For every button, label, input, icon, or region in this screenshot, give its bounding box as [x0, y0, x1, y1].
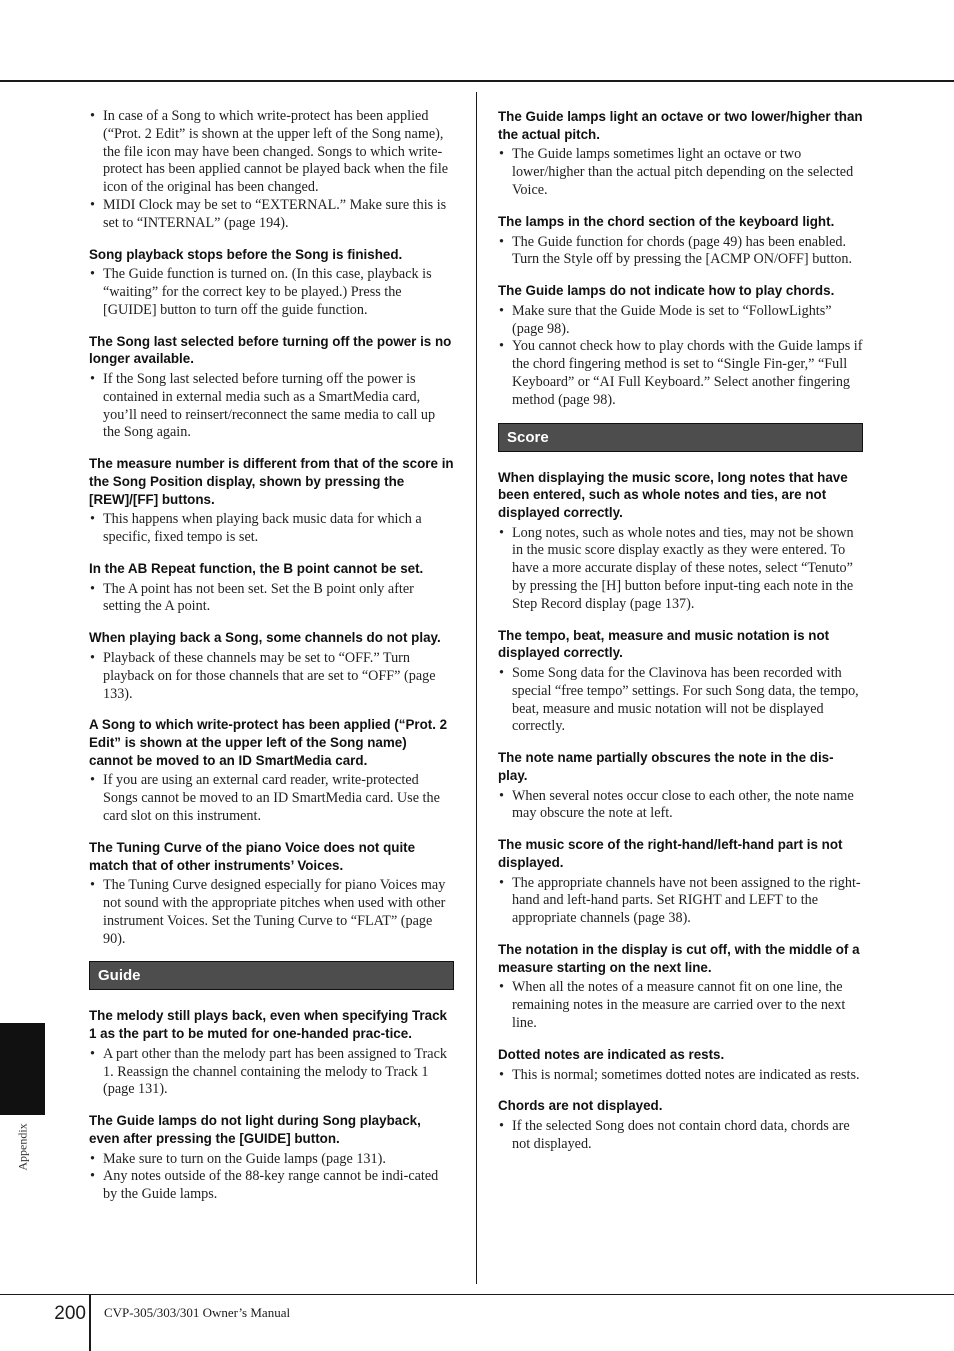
left-blocks: [89, 108, 454, 961]
block-spacer: [89, 948, 454, 961]
bullet-list: [89, 266, 454, 319]
block-heading: In the AB Repeat function, the B point cannot be set.: [89, 560, 424, 576]
qa-block: [498, 749, 863, 836]
bullet-list: [89, 581, 454, 617]
page-number: 200: [54, 1303, 86, 1324]
block-heading: The Tuning Curve of the piano Voice does not quite match that of other instruments’ Voices.: [89, 839, 416, 873]
block-spacer: [498, 269, 863, 282]
bullet-list: [498, 665, 863, 736]
bullet-item: • In case of a Song to which write-protect has been applied (“Prot. 2 Edit” is shown at the upper left of the Song name), the file icon may have been changed. Songs to which write-protect has been applied cannot be played back when the file icon of the original has been changed.: [89, 108, 454, 197]
qa-block: [89, 333, 454, 456]
block-heading: The measure number is different from that of the score in the Song Position display, shown by pressing the [REW]/[FF] buttons.: [89, 456, 454, 507]
block-spacer: [498, 928, 863, 941]
section-bar-guide: Guide: [89, 961, 454, 990]
bullet-item: • The A point has not been set. Set the B point only after setting the A point.: [89, 581, 454, 617]
qa-block: [498, 469, 863, 627]
qa-block: [498, 108, 863, 213]
bullet-list: [89, 772, 454, 825]
qa-block: [89, 1007, 454, 1112]
bullet-list: [498, 1118, 863, 1154]
qa-block: [498, 282, 863, 422]
bullet-list: [498, 875, 863, 928]
score-blocks: [498, 469, 863, 1167]
block-spacer: [498, 823, 863, 836]
block-heading: The melody still plays back, even when specifying Track 1 as the part to be muted for one-handed prac-tice.: [89, 1008, 447, 1042]
qa-block: [89, 108, 454, 246]
bullet-item: • MIDI Clock may be set to “EXTERNAL.” Make sure this is set to “INTERNAL” (page 194).: [89, 197, 454, 233]
bullet-item: • A part other than the melody part has been assigned to Track 1. Reassign the channel containing the melody to Track 1 (page 131).: [89, 1046, 454, 1099]
right-column: [498, 108, 863, 1167]
bullet-item: • Make sure to turn on the Guide lamps (page 131).: [89, 1151, 454, 1169]
qa-block: [89, 246, 454, 333]
bullet-item: • The Tuning Curve designed especially for piano Voices may not sound with the appropriate pitches when used with other instrument Voices. Set the Tuning Curve to “FLAT” (page 90).: [89, 877, 454, 948]
block-spacer: [89, 616, 454, 629]
bullet-item: • You cannot check how to play chords with the Guide lamps if the chord fingering method is set to “Single Fin-ger,” “Full Keyboard” or “AI Full Keyboard.” Select another fingering method (page 98).: [498, 338, 863, 409]
block-spacer: [89, 1204, 454, 1217]
bullet-item: • Make sure that the Guide Mode is set to “FollowLights” (page 98).: [498, 303, 863, 339]
bullet-list: [498, 146, 863, 199]
block-heading: Dotted notes are indicated as rests.: [498, 1046, 725, 1062]
bullet-item: • If you are using an external card reader, write-protected Songs cannot be moved to an ID SmartMedia card. Use the card slot on this instrument.: [89, 772, 454, 825]
block-spacer: [498, 614, 863, 627]
qa-block: [498, 836, 863, 941]
block-spacer: [498, 200, 863, 213]
block-spacer: [89, 233, 454, 246]
block-spacer: [89, 442, 454, 455]
block-heading: The lamps in the chord section of the keyboard light.: [498, 213, 835, 229]
bullet-list: [498, 234, 863, 270]
block-heading: The music score of the right-hand/left-hand part is not displayed.: [498, 837, 843, 870]
block-spacer: [498, 736, 863, 749]
bullet-item: • The appropriate channels have not been assigned to the right-hand and left-hand parts. Set RIGHT and LEFT to the appropriate channels (page 38).: [498, 875, 863, 928]
top-rule: [0, 80, 954, 82]
block-spacer: [498, 1154, 863, 1167]
block-heading: The Guide lamps do not light during Song playback, even after pressing the [GUIDE] button.: [89, 1113, 421, 1146]
qa-block: [498, 1046, 863, 1098]
bullet-item: • Long notes, such as whole notes and ties, may not be shown in the music score display exactly as they were entered. To have a more accurate display of these notes, select “Tenuto” by pressing the [H] button before input-ting each note in the Step Record display (page 137).: [498, 525, 863, 614]
block-heading: When displaying the music score, long notes that have been entered, such as whole notes and ties, are not displayed correctly.: [498, 469, 848, 520]
bullet-item: • Playback of these channels may be set to “OFF.” Turn playback on for those channels that are set to “OFF” (page 133).: [89, 650, 454, 703]
manual-title: CVP-305/303/301 Owner’s Manual: [104, 1305, 291, 1320]
block-heading: A Song to which write-protect has been applied (“Prot. 2 Edit” is shown at the upper left of the Song name) cannot be moved to an ID SmartMedia card.: [89, 717, 448, 768]
side-tab-marker: [0, 1023, 45, 1115]
bullet-list: [498, 525, 863, 614]
bullet-list: [498, 979, 863, 1032]
bullet-item: • If the selected Song does not contain chord data, chords are not displayed.: [498, 1118, 863, 1154]
block-heading: The tempo, beat, measure and music notation is not displayed correctly.: [498, 627, 830, 661]
qa-block: [89, 1112, 454, 1217]
block-heading: Chords are not displayed.: [498, 1098, 663, 1114]
block-heading: The note name partially obscures the note in the dis-play.: [498, 750, 834, 783]
bullet-list: [498, 1067, 863, 1085]
block-heading: The Guide lamps light an octave or two lower/higher than the actual pitch.: [498, 109, 863, 142]
qa-block: [498, 213, 863, 282]
bullet-list: [89, 1151, 454, 1204]
qa-block: [89, 839, 454, 962]
right-blocks: [498, 108, 863, 423]
footer-divider: [89, 1295, 91, 1351]
bullet-list: [89, 371, 454, 442]
block-spacer: [498, 410, 863, 423]
bottom-rule: [0, 1294, 954, 1295]
block-spacer: [89, 547, 454, 560]
bullet-list: [498, 303, 863, 410]
qa-block: [89, 716, 454, 839]
guide-blocks: [89, 1007, 454, 1217]
block-spacer: [498, 1084, 863, 1097]
qa-block: [89, 629, 454, 716]
bullet-item: • This happens when playing back music data for which a specific, fixed tempo is set.: [89, 511, 454, 547]
block-heading: Song playback stops before the Song is finished.: [89, 246, 403, 262]
block-heading: When playing back a Song, some channels do not play.: [89, 630, 441, 646]
block-heading: The Guide lamps do not indicate how to play chords.: [498, 283, 835, 299]
qa-block: [89, 560, 454, 629]
bullet-list: [498, 788, 863, 824]
bullet-item: • The Guide lamps sometimes light an octave or two lower/higher than the actual pitch depending on the selected Voice.: [498, 146, 863, 199]
left-column: [89, 108, 454, 1217]
block-spacer: [89, 1099, 454, 1112]
bullet-list: [89, 108, 454, 233]
bullet-list: [89, 511, 454, 547]
block-spacer: [498, 1033, 863, 1046]
block-heading: The notation in the display is cut off, with the middle of a measure starting on the next line.: [498, 942, 860, 975]
block-spacer: [89, 703, 454, 716]
block-heading: The Song last selected before turning off the power is no longer available.: [89, 333, 452, 367]
bullet-item: • The Guide function for chords (page 49) has been enabled. Turn the Style off by pressing the [ACMP ON/OFF] button.: [498, 234, 863, 270]
bullet-list: [89, 1046, 454, 1099]
qa-block: [498, 627, 863, 750]
column-divider: [476, 92, 477, 1284]
bullet-item: • If the Song last selected before turning off the power is contained in external media such as a SmartMedia card, you’ll need to reinsert/reconnect the same media to call up the Song again.: [89, 371, 454, 442]
qa-block: [498, 941, 863, 1046]
bullet-list: [89, 650, 454, 703]
block-spacer: [89, 826, 454, 839]
bullet-item: • Some Song data for the Clavinova has been recorded with special “free tempo” settings. For such Song data, the tempo, beat, measure and music notation will not be displayed correctly.: [498, 665, 863, 736]
side-label: Appendix: [15, 1123, 30, 1171]
bullet-item: • This is normal; sometimes dotted notes are indicated as rests.: [498, 1067, 863, 1085]
bullet-item: • The Guide function is turned on. (In this case, playback is “waiting” for the correct key to be played.) Press the [GUIDE] button to turn off the guide function.: [89, 266, 454, 319]
section-bar-score: Score: [498, 423, 863, 452]
qa-block: [89, 455, 454, 560]
bullet-item: • When all the notes of a measure cannot fit on one line, the remaining notes in the measure are carried over to the next line.: [498, 979, 863, 1032]
qa-block: [498, 1097, 863, 1166]
bullet-item: • Any notes outside of the 88-key range cannot be indi-cated by the Guide lamps.: [89, 1168, 454, 1204]
bullet-list: [89, 877, 454, 948]
block-spacer: [89, 320, 454, 333]
bullet-item: • When several notes occur close to each other, the note name may obscure the note at left.: [498, 788, 863, 824]
